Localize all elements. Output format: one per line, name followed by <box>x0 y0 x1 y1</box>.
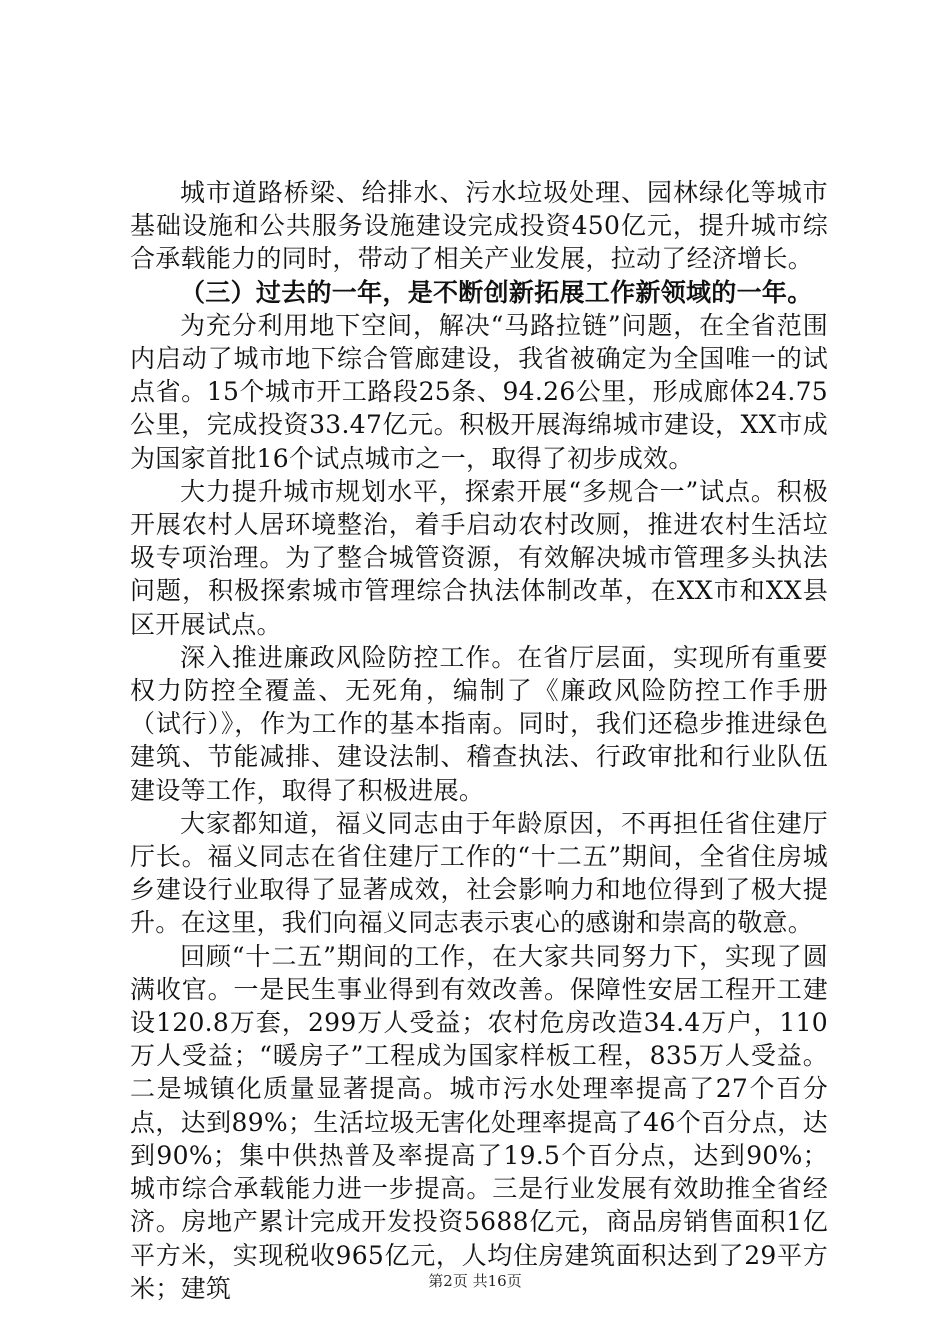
paragraph-infrastructure-investment: 城市道路桥梁、给排水、污水垃圾处理、园林绿化等城市基础设施和公共服务设施建设完成投资450亿元，提升城市综合承载能力的同时，带动了相关产业发展，拉动了经济增长。 <box>130 178 828 274</box>
paragraph-urban-planning: 大力提升城市规划水平，探索开展“多规合一”试点。积极开展农村人居环境整治，着手启动农村改厕，推进农村生活垃圾专项治理。为了整合城管资源，有效解决城市管理多头执法问题，积极探索城市管理综合执法体制改革，在XX市和XX县区开展试点。 <box>130 476 828 639</box>
paragraph-acknowledgement: 大家都知道，福义同志由于年龄原因，不再担任省住建厅厅长。福义同志在省住建厅工作的“十二五”期间，全省住房城乡建设行业取得了显著成效，社会影响力和地位得到了极大提升。在这里，我们向福义同志表示衷心的感谢和崇高的敬意。 <box>130 808 828 938</box>
page-number-footer: 第2页 共16页 <box>428 1272 522 1290</box>
section-heading-three: （三）过去的一年，是不断创新拓展工作新领域的一年。 <box>180 277 813 307</box>
document-body <box>130 176 828 1305</box>
paragraph-integrity-risk: 深入推进廉政风险防控工作。在省厅层面，实现所有重要权力防控全覆盖、无死角，编制了《廉政风险防控工作手册（试行）》，作为工作的基本指南。同时，我们还稳步推进绿色建筑、节能减排、建设法制、稽查执法、行政审批和行业队伍建设等工作，取得了积极进展。 <box>130 642 828 805</box>
paragraph-utility-tunnel: 为充分利用地下空间，解决“马路拉链”问题，在全省范围内启动了城市地下综合管廊建设，我省被确定为全国唯一的试点省。15个城市开工路段25条、94.26公里，形成廊体24.75公里，完成投资33.47亿元。积极开展海绵城市建设，XX市成为国家首批16个试点城市之一，取得了初步成效。 <box>130 310 828 473</box>
paragraph-five-year-review: 回顾“十二五”期间的工作，在大家共同努力下，实现了圆满收官。一是民生事业得到有效改善。保障性安居工程开工建设120.8万套，299万人受益；农村危房改造34.4万户，110万人受益；“暖房子”工程成为国家样板工程，835万人受益。二是城镇化质量显著提高。城市污水处理率提高了27个百分点，达到89%；生活垃圾无害化处理率提高了46个百分点，达到90%；集中供热普及率提高了19.5个百分点，达到90%；城市综合承载能力进一步提高。三是行业发展有效助推全省经济。房地产累计完成开发投资5688亿元，商品房销售面积1亿平方米，实现税收965亿元，人均住房建筑面积达到了29平方米；建筑 <box>130 941 828 1303</box>
